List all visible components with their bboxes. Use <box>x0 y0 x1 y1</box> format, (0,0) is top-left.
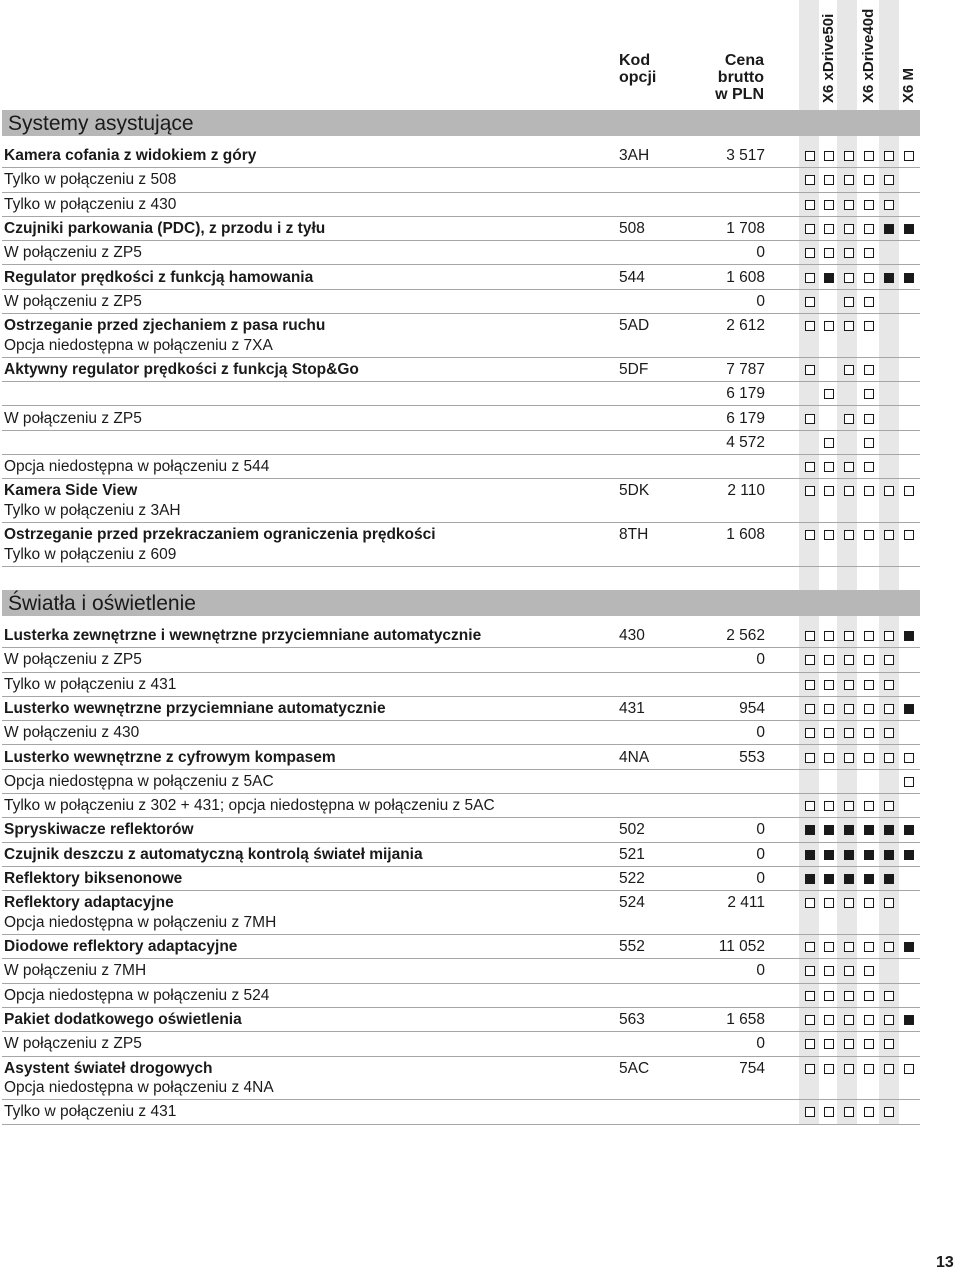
optional-equipment-marker <box>824 1015 834 1025</box>
option-note: Opcja niedostępna w połączeniu z 544 <box>4 458 270 476</box>
standard-equipment-marker <box>844 825 854 835</box>
option-note: W połączeniu z ZP5 <box>4 244 142 262</box>
option-name: Pakiet dodatkowego oświetlenia <box>4 1011 242 1028</box>
optional-equipment-marker <box>824 728 834 738</box>
option-price: 0 <box>756 292 765 310</box>
option-price: 6 179 <box>726 385 765 403</box>
optional-equipment-marker <box>805 942 815 952</box>
option-price: 2 110 <box>727 482 765 500</box>
option-note: W połączeniu z ZP5 <box>4 409 142 427</box>
option-code: 430 <box>619 627 645 644</box>
option-code: 5AC <box>619 1059 650 1077</box>
option-note: Opcja niedostępna w połączeniu z 7XA <box>4 336 273 354</box>
optional-equipment-marker <box>844 801 854 811</box>
optional-equipment-marker <box>844 991 854 1001</box>
table-row <box>2 290 920 314</box>
optional-equipment-marker <box>844 224 854 234</box>
optional-equipment-marker <box>864 273 874 283</box>
option-code: 8TH <box>619 526 649 544</box>
page-number: 13 <box>936 1254 954 1271</box>
option-note: Opcja niedostępna w połączeniu z 524 <box>4 986 270 1004</box>
optional-equipment-marker <box>864 966 874 976</box>
optional-equipment-marker <box>844 1107 854 1117</box>
option-code: 5DK <box>619 482 650 500</box>
optional-equipment-marker <box>844 966 854 976</box>
optional-equipment-marker <box>864 248 874 258</box>
optional-equipment-marker <box>805 966 815 976</box>
option-name: Lusterka zewnętrzne i wewnętrzne przyciemniane automatycznie <box>4 627 482 644</box>
optional-equipment-marker <box>805 631 815 641</box>
optional-equipment-marker <box>904 486 914 496</box>
standard-equipment-marker <box>824 825 834 835</box>
optional-equipment-marker <box>864 801 874 811</box>
optional-equipment-marker <box>884 631 894 641</box>
optional-equipment-marker <box>805 321 815 331</box>
standard-equipment-marker <box>864 825 874 835</box>
option-code: 544 <box>619 268 645 286</box>
optional-equipment-marker <box>844 680 854 690</box>
optional-equipment-marker <box>824 1039 834 1049</box>
option-code: 3AH <box>619 147 650 164</box>
option-price: 1 608 <box>726 268 765 286</box>
option-note: Tylko w połączeniu z 430 <box>4 195 177 213</box>
optional-equipment-marker <box>864 151 874 161</box>
model-label: X6 xDrive50i <box>820 13 837 103</box>
optional-equipment-marker <box>824 321 834 331</box>
optional-equipment-marker <box>824 753 834 763</box>
standard-equipment-marker <box>824 850 834 860</box>
optional-equipment-marker <box>805 753 815 763</box>
option-note: W połączeniu z ZP5 <box>4 292 142 310</box>
option-price: 954 <box>739 699 765 717</box>
optional-equipment-marker <box>864 631 874 641</box>
optional-equipment-marker <box>864 942 874 952</box>
optional-equipment-marker <box>805 1107 815 1117</box>
standard-equipment-marker <box>904 942 914 952</box>
optional-equipment-marker <box>824 248 834 258</box>
option-price: 6 179 <box>726 409 765 427</box>
option-code: 563 <box>619 1011 645 1028</box>
optional-equipment-marker <box>824 389 834 399</box>
optional-equipment-marker <box>884 200 894 210</box>
optional-equipment-marker <box>844 321 854 331</box>
optional-equipment-marker <box>844 1015 854 1025</box>
optional-equipment-marker <box>864 530 874 540</box>
standard-equipment-marker <box>884 825 894 835</box>
table-row <box>2 959 920 983</box>
optional-equipment-marker <box>844 414 854 424</box>
option-name: Aktywny regulator prędkości z funkcją Stop&Go <box>4 360 359 378</box>
table-row <box>2 721 920 745</box>
option-note: Tylko w połączeniu z 3AH <box>4 501 181 519</box>
option-name: Kamera Side View <box>4 482 138 500</box>
optional-equipment-marker <box>844 1039 854 1049</box>
option-code: 552 <box>619 938 645 956</box>
optional-equipment-marker <box>805 462 815 472</box>
optional-equipment-marker <box>844 728 854 738</box>
option-price: 0 <box>756 651 765 669</box>
standard-equipment-marker <box>904 631 914 641</box>
optional-equipment-marker <box>824 898 834 908</box>
table-row <box>2 479 920 523</box>
standard-equipment-marker <box>824 874 834 884</box>
option-name: Regulator prędkości z funkcją hamowania <box>4 268 314 286</box>
optional-equipment-marker <box>805 297 815 307</box>
table-row <box>2 168 920 192</box>
option-price: 1 608 <box>726 526 765 544</box>
option-price: 0 <box>756 821 765 839</box>
option-note: W połączeniu z ZP5 <box>4 1035 142 1053</box>
optional-equipment-marker <box>824 530 834 540</box>
option-price: 1 708 <box>726 219 765 237</box>
optional-equipment-marker <box>884 801 894 811</box>
option-note: Opcja niedostępna w połączeniu z 4NA <box>4 1079 274 1097</box>
option-name: Reflektory biksenonowe <box>4 870 183 887</box>
table-row <box>2 1100 920 1124</box>
optional-equipment-marker <box>884 942 894 952</box>
optional-equipment-marker <box>824 486 834 496</box>
option-name: Kamera cofania z widokiem z góry <box>4 147 257 164</box>
option-note: Opcja niedostępna w połączeniu z 5AC <box>4 772 274 790</box>
standard-equipment-marker <box>904 224 914 234</box>
table-row <box>2 697 920 721</box>
table-row <box>2 144 920 168</box>
optional-equipment-marker <box>884 728 894 738</box>
optional-equipment-marker <box>864 1107 874 1117</box>
optional-equipment-marker <box>884 898 894 908</box>
optional-equipment-marker <box>844 1064 854 1074</box>
option-note: Tylko w połączeniu z 431 <box>4 675 177 693</box>
optional-equipment-marker <box>805 175 815 185</box>
option-name: Ostrzeganie przed przekraczaniem ograniczenia prędkości <box>4 526 436 544</box>
option-code: 502 <box>619 821 645 839</box>
optional-equipment-marker <box>824 151 834 161</box>
optional-equipment-marker <box>824 438 834 448</box>
table-row <box>2 891 920 935</box>
standard-equipment-marker <box>844 874 854 884</box>
table-row <box>2 266 920 290</box>
standard-equipment-marker <box>904 825 914 835</box>
option-name: Reflektory adaptacyjne <box>4 894 174 912</box>
standard-equipment-marker <box>824 273 834 283</box>
option-price: 0 <box>756 870 765 887</box>
standard-equipment-marker <box>805 850 815 860</box>
standard-equipment-marker <box>904 704 914 714</box>
standard-equipment-marker <box>884 224 894 234</box>
table-row <box>2 818 920 842</box>
optional-equipment-marker <box>824 991 834 1001</box>
optional-equipment-marker <box>884 151 894 161</box>
option-price: 4 572 <box>726 433 765 451</box>
optional-equipment-marker <box>884 1015 894 1025</box>
section-title: Systemy asystujące <box>8 112 194 135</box>
optional-equipment-marker <box>864 1039 874 1049</box>
option-code: 5DF <box>619 360 649 378</box>
option-price: 3 517 <box>726 147 765 164</box>
optional-equipment-marker <box>884 1039 894 1049</box>
table-row <box>2 648 920 672</box>
option-name: Lusterko wewnętrzne przyciemniane automatycznie <box>4 699 386 717</box>
option-code: 5AD <box>619 317 650 335</box>
table-row <box>2 794 920 818</box>
standard-equipment-marker <box>904 1015 914 1025</box>
optional-equipment-marker <box>844 530 854 540</box>
optional-equipment-marker <box>864 728 874 738</box>
model-label: X6 M <box>900 67 917 103</box>
optional-equipment-marker <box>864 486 874 496</box>
model-header-3 <box>861 0 881 103</box>
optional-equipment-marker <box>844 365 854 375</box>
optional-equipment-marker <box>844 151 854 161</box>
optional-equipment-marker <box>884 680 894 690</box>
optional-equipment-marker <box>884 1107 894 1117</box>
optional-equipment-marker <box>844 462 854 472</box>
standard-equipment-marker <box>884 850 894 860</box>
option-price: 7 787 <box>726 360 765 378</box>
optional-equipment-marker <box>884 175 894 185</box>
option-name: Ostrzeganie przed zjechaniem z pasa ruchu <box>4 317 326 335</box>
standard-equipment-marker <box>864 850 874 860</box>
optional-equipment-marker <box>805 200 815 210</box>
optional-equipment-marker <box>824 966 834 976</box>
optional-equipment-marker <box>824 704 834 714</box>
optional-equipment-marker <box>864 175 874 185</box>
option-price: 553 <box>739 748 765 766</box>
table-row <box>2 1032 920 1056</box>
optional-equipment-marker <box>805 704 815 714</box>
optional-equipment-marker <box>805 248 815 258</box>
optional-equipment-marker <box>805 655 815 665</box>
optional-equipment-marker <box>904 753 914 763</box>
optional-equipment-marker <box>844 704 854 714</box>
table-row <box>2 455 920 479</box>
optional-equipment-marker <box>824 1107 834 1117</box>
option-note: W połączeniu z 430 <box>4 724 140 742</box>
section-header <box>2 110 920 136</box>
option-price: 0 <box>756 1035 765 1053</box>
optional-equipment-marker <box>824 175 834 185</box>
optional-equipment-marker <box>844 753 854 763</box>
table-row <box>2 358 920 382</box>
optional-equipment-marker <box>805 991 815 1001</box>
option-note: W połączeniu z 7MH <box>4 962 147 980</box>
optional-equipment-marker <box>824 655 834 665</box>
option-note: Opcja niedostępna w połączeniu z 7MH <box>4 913 277 931</box>
standard-equipment-marker <box>904 850 914 860</box>
optional-equipment-marker <box>864 680 874 690</box>
table-row <box>2 770 920 794</box>
standard-equipment-marker <box>805 825 815 835</box>
optional-equipment-marker <box>805 224 815 234</box>
optional-equipment-marker <box>864 462 874 472</box>
table-row <box>2 984 920 1008</box>
option-price: 0 <box>756 962 765 980</box>
optional-equipment-marker <box>884 655 894 665</box>
optional-equipment-marker <box>805 486 815 496</box>
optional-equipment-marker <box>844 175 854 185</box>
optional-equipment-marker <box>864 200 874 210</box>
table-row <box>2 624 920 648</box>
optional-equipment-marker <box>824 224 834 234</box>
table-row <box>2 673 920 697</box>
optional-equipment-marker <box>824 631 834 641</box>
table-row <box>2 1008 920 1032</box>
option-price: 1 658 <box>726 1011 765 1028</box>
optional-equipment-marker <box>805 1064 815 1074</box>
optional-equipment-marker <box>805 414 815 424</box>
option-price: 2 411 <box>727 894 765 912</box>
optional-equipment-marker <box>824 462 834 472</box>
option-name: Asystent świateł drogowych <box>4 1059 213 1077</box>
optional-equipment-marker <box>844 297 854 307</box>
table-row <box>2 867 920 891</box>
option-note: Tylko w połączeniu z 609 <box>4 545 177 563</box>
section-title: Światła i oświetlenie <box>8 592 196 615</box>
option-code: 4NA <box>619 748 650 766</box>
option-code: 524 <box>619 894 645 912</box>
option-name: Lusterko wewnętrzne z cyfrowym kompasem <box>4 748 336 766</box>
table-row <box>2 523 920 567</box>
optional-equipment-marker <box>805 365 815 375</box>
option-note: Tylko w połączeniu z 302 + 431; opcja niedostępna w połączeniu z 5AC <box>4 797 495 815</box>
optional-equipment-marker <box>884 1064 894 1074</box>
optional-equipment-marker <box>864 321 874 331</box>
option-price: 11 052 <box>718 938 765 956</box>
optional-equipment-marker <box>824 200 834 210</box>
optional-equipment-marker <box>864 898 874 908</box>
table-row <box>2 746 920 770</box>
table-row <box>2 843 920 867</box>
optional-equipment-marker <box>864 1015 874 1025</box>
optional-equipment-marker <box>864 655 874 665</box>
option-price: 754 <box>739 1059 765 1077</box>
optional-equipment-marker <box>884 486 894 496</box>
option-code: 431 <box>619 699 645 717</box>
optional-equipment-marker <box>824 1064 834 1074</box>
optional-equipment-marker <box>904 151 914 161</box>
option-name: Czujnik deszczu z automatyczną kontrolą świateł mijania <box>4 845 423 863</box>
optional-equipment-marker <box>844 655 854 665</box>
table-row <box>2 314 920 358</box>
optional-equipment-marker <box>805 680 815 690</box>
optional-equipment-marker <box>805 728 815 738</box>
optional-equipment-marker <box>904 1064 914 1074</box>
optional-equipment-marker <box>864 414 874 424</box>
option-code: 508 <box>619 219 645 237</box>
optional-equipment-marker <box>864 224 874 234</box>
optional-equipment-marker <box>884 991 894 1001</box>
optional-equipment-marker <box>864 704 874 714</box>
standard-equipment-marker <box>884 874 894 884</box>
optional-equipment-marker <box>904 777 914 787</box>
standard-equipment-marker <box>864 874 874 884</box>
optional-equipment-marker <box>904 530 914 540</box>
option-note: W połączeniu z ZP5 <box>4 651 142 669</box>
optional-equipment-marker <box>805 1039 815 1049</box>
optional-equipment-marker <box>864 1064 874 1074</box>
option-price: 0 <box>756 724 765 742</box>
optional-equipment-marker <box>844 200 854 210</box>
option-name: Spryskiwacze reflektorów <box>4 821 194 839</box>
optional-equipment-marker <box>864 753 874 763</box>
optional-equipment-marker <box>805 273 815 283</box>
standard-equipment-marker <box>844 850 854 860</box>
optional-equipment-marker <box>864 365 874 375</box>
optional-equipment-marker <box>844 631 854 641</box>
table-row <box>2 431 920 455</box>
optional-equipment-marker <box>805 151 815 161</box>
optional-equipment-marker <box>884 753 894 763</box>
optional-equipment-marker <box>864 438 874 448</box>
optional-equipment-marker <box>805 898 815 908</box>
optional-equipment-marker <box>844 248 854 258</box>
table-row <box>2 241 920 265</box>
optional-equipment-marker <box>805 530 815 540</box>
table-row <box>2 382 920 406</box>
optional-equipment-marker <box>844 942 854 952</box>
price-column-header: Cena brutto w PLN <box>715 52 764 103</box>
option-price: 0 <box>756 845 765 863</box>
optional-equipment-marker <box>864 297 874 307</box>
model-header-5 <box>901 0 921 103</box>
optional-equipment-marker <box>805 801 815 811</box>
option-code: 521 <box>619 845 645 863</box>
table-row <box>2 407 920 431</box>
optional-equipment-marker <box>844 486 854 496</box>
optional-equipment-marker <box>805 1015 815 1025</box>
optional-equipment-marker <box>864 389 874 399</box>
optional-equipment-marker <box>884 704 894 714</box>
option-name: Czujniki parkowania (PDC), z przodu i z tyłu <box>4 219 326 237</box>
option-code: 522 <box>619 870 645 887</box>
option-name: Diodowe reflektory adaptacyjne <box>4 938 238 956</box>
optional-equipment-marker <box>884 530 894 540</box>
code-column-header: Kod opcji <box>619 52 657 86</box>
table-row <box>2 935 920 959</box>
option-price: 2 612 <box>726 317 765 335</box>
table-row <box>2 193 920 217</box>
option-note: Tylko w połączeniu z 508 <box>4 171 177 189</box>
option-note: Tylko w połączeniu z 431 <box>4 1103 177 1121</box>
option-price: 0 <box>756 244 765 262</box>
optional-equipment-marker <box>824 942 834 952</box>
table-row <box>2 1057 920 1101</box>
optional-equipment-marker <box>844 898 854 908</box>
standard-equipment-marker <box>904 273 914 283</box>
standard-equipment-marker <box>884 273 894 283</box>
model-label: X6 xDrive40d <box>860 8 877 103</box>
optional-equipment-marker <box>844 273 854 283</box>
optional-equipment-marker <box>864 991 874 1001</box>
section-header <box>2 590 920 616</box>
option-price: 2 562 <box>726 627 765 644</box>
standard-equipment-marker <box>805 874 815 884</box>
optional-equipment-marker <box>824 801 834 811</box>
table-row <box>2 217 920 241</box>
optional-equipment-marker <box>824 680 834 690</box>
